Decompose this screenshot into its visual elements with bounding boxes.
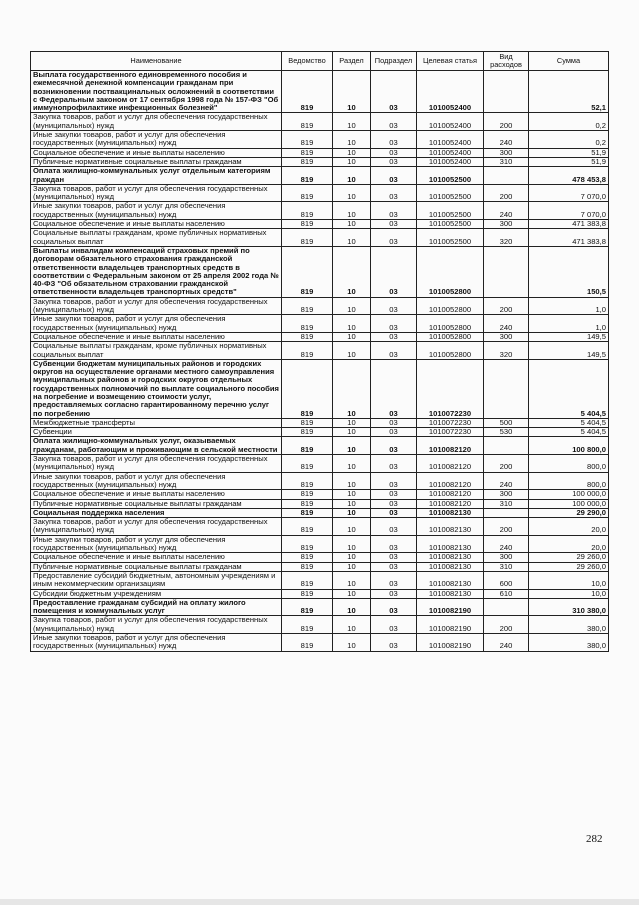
table-row: [31, 589, 609, 598]
cell-dept: 819: [282, 332, 333, 341]
cell-dept: 819: [282, 571, 333, 589]
cell-name: Закупка товаров, работ и услуг для обеспечения государственных (муниципальных) нужд: [31, 616, 282, 634]
cell-section: 10: [333, 229, 371, 247]
cell-dept: 819: [282, 148, 333, 157]
cell-section: 10: [333, 428, 371, 437]
cell-target: 1010082130: [417, 535, 484, 553]
cell-subsection: 03: [371, 202, 417, 220]
cell-name: Межбюджетные трансферты: [31, 418, 282, 427]
page-number: 282: [586, 833, 603, 845]
cell-target: 1010052400: [417, 148, 484, 157]
cell-target: 1010052800: [417, 332, 484, 341]
table-row: [31, 598, 609, 616]
table-row: [31, 131, 609, 149]
cell-exp-type: 240: [484, 131, 529, 149]
cell-name: Публичные нормативные социальные выплаты гражданам: [31, 157, 282, 166]
table-header: [31, 52, 609, 71]
cell-sum: 10,0: [529, 589, 609, 598]
cell-sum: 29 290,0: [529, 508, 609, 517]
cell-dept: 819: [282, 490, 333, 499]
cell-sum: 0,2: [529, 131, 609, 149]
cell-subsection: 03: [371, 437, 417, 455]
cell-section: 10: [333, 418, 371, 427]
cell-name: Выплата государственного единовременного пособия и ежемесячной денежной компенсации гражданам при возникновении поствакцинальных осложнений в соответствии с Федеральным законом от 17 сентября 1998 года № 157-ФЗ "Об иммунопрофилактике инфекционных болезней": [31, 71, 282, 113]
cell-sum: 380,0: [529, 616, 609, 634]
cell-dept: 819: [282, 518, 333, 536]
cell-sum: 100 800,0: [529, 437, 609, 455]
cell-exp-type: 310: [484, 562, 529, 571]
table-row: [31, 472, 609, 490]
cell-name: Закупка товаров, работ и услуг для обеспечения государственных (муниципальных) нужд: [31, 455, 282, 473]
cell-name: Социальное обеспечение и иные выплаты населению: [31, 332, 282, 341]
cell-dept: 819: [282, 184, 333, 202]
cell-dept: 819: [282, 131, 333, 149]
cell-section: 10: [333, 589, 371, 598]
cell-target: 1010052500: [417, 202, 484, 220]
cell-sum: 7 070,0: [529, 184, 609, 202]
cell-sum: 471 383,8: [529, 220, 609, 229]
cell-subsection: 03: [371, 184, 417, 202]
cell-section: 10: [333, 71, 371, 113]
cell-target: 1010082190: [417, 598, 484, 616]
cell-dept: 819: [282, 297, 333, 315]
cell-sum: 10,0: [529, 571, 609, 589]
cell-subsection: 03: [371, 562, 417, 571]
cell-name: Оплата жилищно-коммунальных услуг отдельным категориям граждан: [31, 167, 282, 185]
table-row: [31, 562, 609, 571]
cell-sum: 20,0: [529, 518, 609, 536]
cell-name: Социальное обеспечение и иные выплаты населению: [31, 148, 282, 157]
table-row: [31, 455, 609, 473]
cell-name: Публичные нормативные социальные выплаты гражданам: [31, 562, 282, 571]
cell-target: 1010082130: [417, 508, 484, 517]
cell-sum: 380,0: [529, 634, 609, 652]
table-row: [31, 332, 609, 341]
cell-target: 1010052500: [417, 220, 484, 229]
cell-section: 10: [333, 562, 371, 571]
header-exp-type: Вид расходов: [484, 52, 529, 71]
table-row: [31, 167, 609, 185]
cell-target: 1010052500: [417, 229, 484, 247]
cell-target: 1010052400: [417, 113, 484, 131]
cell-sum: 5 404,5: [529, 428, 609, 437]
cell-dept: 819: [282, 428, 333, 437]
cell-subsection: 03: [371, 167, 417, 185]
cell-subsection: 03: [371, 131, 417, 149]
table-body: [31, 71, 609, 652]
cell-target: 1010082130: [417, 589, 484, 598]
cell-exp-type: 240: [484, 634, 529, 652]
cell-section: 10: [333, 157, 371, 166]
cell-dept: 819: [282, 562, 333, 571]
cell-subsection: 03: [371, 499, 417, 508]
cell-exp-type: [484, 359, 529, 418]
cell-target: 1010082130: [417, 553, 484, 562]
cell-sum: 1,0: [529, 297, 609, 315]
cell-sum: 20,0: [529, 535, 609, 553]
cell-subsection: 03: [371, 113, 417, 131]
cell-sum: 100 000,0: [529, 499, 609, 508]
cell-dept: 819: [282, 616, 333, 634]
cell-dept: 819: [282, 418, 333, 427]
cell-target: 1010082130: [417, 562, 484, 571]
table-row: [31, 157, 609, 166]
cell-target: 1010052800: [417, 315, 484, 333]
cell-subsection: 03: [371, 598, 417, 616]
table-row: [31, 518, 609, 536]
table-row: [31, 202, 609, 220]
cell-section: 10: [333, 131, 371, 149]
cell-dept: 819: [282, 472, 333, 490]
cell-dept: 819: [282, 589, 333, 598]
cell-exp-type: 240: [484, 202, 529, 220]
table-row: [31, 148, 609, 157]
cell-sum: 310 380,0: [529, 598, 609, 616]
cell-sum: 149,5: [529, 342, 609, 360]
cell-name: Социальные выплаты гражданам, кроме публичных нормативных социальных выплат: [31, 342, 282, 360]
cell-section: 10: [333, 634, 371, 652]
table-row: [31, 499, 609, 508]
cell-subsection: 03: [371, 472, 417, 490]
cell-name: Закупка товаров, работ и услуг для обеспечения государственных (муниципальных) нужд: [31, 297, 282, 315]
cell-name: Социальное обеспечение и иные выплаты населению: [31, 490, 282, 499]
cell-name: Закупка товаров, работ и услуг для обеспечения государственных (муниципальных) нужд: [31, 113, 282, 131]
cell-target: 1010082120: [417, 472, 484, 490]
table-row: [31, 229, 609, 247]
cell-subsection: 03: [371, 342, 417, 360]
table-row: [31, 428, 609, 437]
cell-target: 1010052500: [417, 184, 484, 202]
cell-subsection: 03: [371, 246, 417, 297]
cell-exp-type: [484, 508, 529, 517]
cell-sum: 5 404,5: [529, 359, 609, 418]
cell-subsection: 03: [371, 553, 417, 562]
cell-exp-type: [484, 598, 529, 616]
cell-exp-type: 300: [484, 332, 529, 341]
cell-section: 10: [333, 113, 371, 131]
header-subsection: Подраздел: [371, 52, 417, 71]
header-row: [31, 52, 609, 71]
cell-dept: 819: [282, 220, 333, 229]
cell-exp-type: 320: [484, 342, 529, 360]
header-target: Целевая статья: [417, 52, 484, 71]
cell-exp-type: 240: [484, 472, 529, 490]
cell-sum: 1,0: [529, 315, 609, 333]
table-row: [31, 437, 609, 455]
cell-name: Социальное обеспечение и иные выплаты населению: [31, 553, 282, 562]
table-row: [31, 113, 609, 131]
cell-subsection: 03: [371, 508, 417, 517]
cell-target: 1010052400: [417, 157, 484, 166]
table-row: [31, 297, 609, 315]
cell-sum: 800,0: [529, 455, 609, 473]
cell-target: 1010072230: [417, 428, 484, 437]
header-sum: Сумма: [529, 52, 609, 71]
cell-dept: 819: [282, 634, 333, 652]
cell-name: Субвенции бюджетам муниципальных районов и городских округов на осуществление органами местного самоуправления муниципальных районов и городских округов отдельных государственных полномочий по выплате социального пособия на погребение и возмещению стоимости услуг, предоставляемых согласно гарантированному перечню услуг по погребению: [31, 359, 282, 418]
cell-target: 1010082120: [417, 437, 484, 455]
cell-subsection: 03: [371, 518, 417, 536]
table-row: [31, 220, 609, 229]
cell-sum: 149,5: [529, 332, 609, 341]
cell-target: 1010052800: [417, 246, 484, 297]
cell-name: Иные закупки товаров, работ и услуг для обеспечения государственных (муниципальных) нужд: [31, 535, 282, 553]
table-row: [31, 246, 609, 297]
cell-dept: 819: [282, 553, 333, 562]
cell-section: 10: [333, 359, 371, 418]
table-row: [31, 571, 609, 589]
cell-name: Закупка товаров, работ и услуг для обеспечения государственных (муниципальных) нужд: [31, 518, 282, 536]
table-row: [31, 184, 609, 202]
cell-dept: 819: [282, 598, 333, 616]
cell-name: Субсидии бюджетным учреждениям: [31, 589, 282, 598]
cell-section: 10: [333, 472, 371, 490]
cell-dept: 819: [282, 359, 333, 418]
cell-subsection: 03: [371, 315, 417, 333]
cell-dept: 819: [282, 229, 333, 247]
table-row: [31, 508, 609, 517]
cell-target: 1010072230: [417, 359, 484, 418]
cell-sum: 51,9: [529, 157, 609, 166]
cell-sum: 100 000,0: [529, 490, 609, 499]
cell-exp-type: 610: [484, 589, 529, 598]
cell-section: 10: [333, 571, 371, 589]
cell-exp-type: [484, 246, 529, 297]
cell-sum: 29 260,0: [529, 562, 609, 571]
cell-name: Иные закупки товаров, работ и услуг для обеспечения государственных (муниципальных) нужд: [31, 131, 282, 149]
budget-table: [30, 51, 609, 652]
cell-target: 1010052800: [417, 297, 484, 315]
cell-sum: 150,5: [529, 246, 609, 297]
cell-subsection: 03: [371, 220, 417, 229]
cell-subsection: 03: [371, 71, 417, 113]
header-dept: Ведомство: [282, 52, 333, 71]
cell-subsection: 03: [371, 418, 417, 427]
cell-target: 1010052800: [417, 342, 484, 360]
cell-target: 1010052400: [417, 131, 484, 149]
cell-dept: 819: [282, 157, 333, 166]
cell-target: 1010082190: [417, 634, 484, 652]
cell-exp-type: 500: [484, 418, 529, 427]
cell-exp-type: 310: [484, 157, 529, 166]
cell-exp-type: 240: [484, 315, 529, 333]
cell-subsection: 03: [371, 455, 417, 473]
cell-name: Предоставление гражданам субсидий на оплату жилого помещения и коммунальных услуг: [31, 598, 282, 616]
cell-target: 1010082120: [417, 455, 484, 473]
cell-exp-type: 320: [484, 229, 529, 247]
cell-dept: 819: [282, 342, 333, 360]
cell-dept: 819: [282, 499, 333, 508]
cell-section: 10: [333, 535, 371, 553]
table-row: [31, 553, 609, 562]
cell-subsection: 03: [371, 148, 417, 157]
cell-subsection: 03: [371, 535, 417, 553]
cell-section: 10: [333, 220, 371, 229]
cell-sum: 52,1: [529, 71, 609, 113]
cell-name: Иные закупки товаров, работ и услуг для обеспечения государственных (муниципальных) нужд: [31, 202, 282, 220]
header-section: Раздел: [333, 52, 371, 71]
cell-dept: 819: [282, 202, 333, 220]
cell-name: Выплаты инвалидам компенсаций страховых премий по договорам обязательного страхования гражданской ответственности владельцев транспортных средств в соответствии с Федеральным законом от 25 апреля 2002 года № 40-ФЗ "Об обязательном страховании гражданской ответственности владельцев транспортных средств": [31, 246, 282, 297]
cell-target: 1010082190: [417, 616, 484, 634]
cell-dept: 819: [282, 113, 333, 131]
cell-target: 1010082120: [417, 490, 484, 499]
cell-exp-type: 600: [484, 571, 529, 589]
cell-sum: 29 260,0: [529, 553, 609, 562]
cell-exp-type: 300: [484, 220, 529, 229]
cell-section: 10: [333, 297, 371, 315]
cell-target: 1010082130: [417, 571, 484, 589]
cell-subsection: 03: [371, 634, 417, 652]
cell-subsection: 03: [371, 428, 417, 437]
cell-subsection: 03: [371, 490, 417, 499]
cell-subsection: 03: [371, 616, 417, 634]
cell-name: Иные закупки товаров, работ и услуг для обеспечения государственных (муниципальных) нужд: [31, 634, 282, 652]
cell-dept: 819: [282, 437, 333, 455]
cell-name: Публичные нормативные социальные выплаты гражданам: [31, 499, 282, 508]
cell-sum: 0,2: [529, 113, 609, 131]
cell-exp-type: 200: [484, 518, 529, 536]
header-name: Наименование: [31, 52, 282, 71]
cell-target: 1010072230: [417, 418, 484, 427]
cell-name: Иные закупки товаров, работ и услуг для обеспечения государственных (муниципальных) нужд: [31, 472, 282, 490]
cell-section: 10: [333, 455, 371, 473]
table-row: [31, 342, 609, 360]
cell-section: 10: [333, 508, 371, 517]
cell-dept: 819: [282, 455, 333, 473]
cell-exp-type: 240: [484, 535, 529, 553]
table-row: [31, 535, 609, 553]
cell-section: 10: [333, 553, 371, 562]
cell-subsection: 03: [371, 157, 417, 166]
cell-section: 10: [333, 499, 371, 508]
cell-exp-type: 300: [484, 148, 529, 157]
cell-exp-type: [484, 437, 529, 455]
cell-section: 10: [333, 342, 371, 360]
cell-section: 10: [333, 167, 371, 185]
table-row: [31, 418, 609, 427]
cell-name: Социальное обеспечение и иные выплаты населению: [31, 220, 282, 229]
cell-section: 10: [333, 518, 371, 536]
cell-exp-type: 300: [484, 553, 529, 562]
cell-exp-type: [484, 167, 529, 185]
cell-exp-type: 200: [484, 616, 529, 634]
cell-target: 1010052400: [417, 71, 484, 113]
cell-dept: 819: [282, 508, 333, 517]
cell-subsection: 03: [371, 297, 417, 315]
cell-subsection: 03: [371, 229, 417, 247]
cell-exp-type: 200: [484, 184, 529, 202]
cell-dept: 819: [282, 246, 333, 297]
cell-exp-type: 200: [484, 297, 529, 315]
cell-section: 10: [333, 437, 371, 455]
table-row: [31, 359, 609, 418]
cell-section: 10: [333, 332, 371, 341]
scan-edge: [0, 899, 639, 905]
cell-name: Оплата жилищно-коммунальных услуг, оказываемых гражданам, работающим и проживающим в сельской местности: [31, 437, 282, 455]
cell-section: 10: [333, 598, 371, 616]
table-row: [31, 315, 609, 333]
cell-sum: 478 453,8: [529, 167, 609, 185]
table-row: [31, 71, 609, 113]
cell-name: Иные закупки товаров, работ и услуг для обеспечения государственных (муниципальных) нужд: [31, 315, 282, 333]
cell-exp-type: 310: [484, 499, 529, 508]
cell-exp-type: 530: [484, 428, 529, 437]
cell-dept: 819: [282, 315, 333, 333]
cell-section: 10: [333, 315, 371, 333]
cell-section: 10: [333, 202, 371, 220]
cell-name: Субвенции: [31, 428, 282, 437]
cell-exp-type: 200: [484, 113, 529, 131]
cell-section: 10: [333, 490, 371, 499]
cell-sum: 471 383,8: [529, 229, 609, 247]
cell-dept: 819: [282, 71, 333, 113]
cell-subsection: 03: [371, 359, 417, 418]
cell-sum: 7 070,0: [529, 202, 609, 220]
cell-exp-type: 300: [484, 490, 529, 499]
cell-subsection: 03: [371, 332, 417, 341]
cell-section: 10: [333, 616, 371, 634]
cell-section: 10: [333, 246, 371, 297]
cell-name: Социальная поддержка населения: [31, 508, 282, 517]
cell-subsection: 03: [371, 571, 417, 589]
cell-sum: 800,0: [529, 472, 609, 490]
table-row: [31, 490, 609, 499]
cell-dept: 819: [282, 167, 333, 185]
cell-subsection: 03: [371, 589, 417, 598]
cell-target: 1010082130: [417, 518, 484, 536]
cell-exp-type: [484, 71, 529, 113]
table-row: [31, 634, 609, 652]
cell-sum: 51,9: [529, 148, 609, 157]
cell-sum: 5 404,5: [529, 418, 609, 427]
cell-name: Социальные выплаты гражданам, кроме публичных нормативных социальных выплат: [31, 229, 282, 247]
table-row: [31, 616, 609, 634]
cell-name: Закупка товаров, работ и услуг для обеспечения государственных (муниципальных) нужд: [31, 184, 282, 202]
cell-name: Предоставление субсидий бюджетным, автономным учреждениям и иным некоммерческим организациям: [31, 571, 282, 589]
cell-section: 10: [333, 148, 371, 157]
cell-dept: 819: [282, 535, 333, 553]
cell-section: 10: [333, 184, 371, 202]
cell-target: 1010082120: [417, 499, 484, 508]
cell-exp-type: 200: [484, 455, 529, 473]
cell-target: 1010052500: [417, 167, 484, 185]
